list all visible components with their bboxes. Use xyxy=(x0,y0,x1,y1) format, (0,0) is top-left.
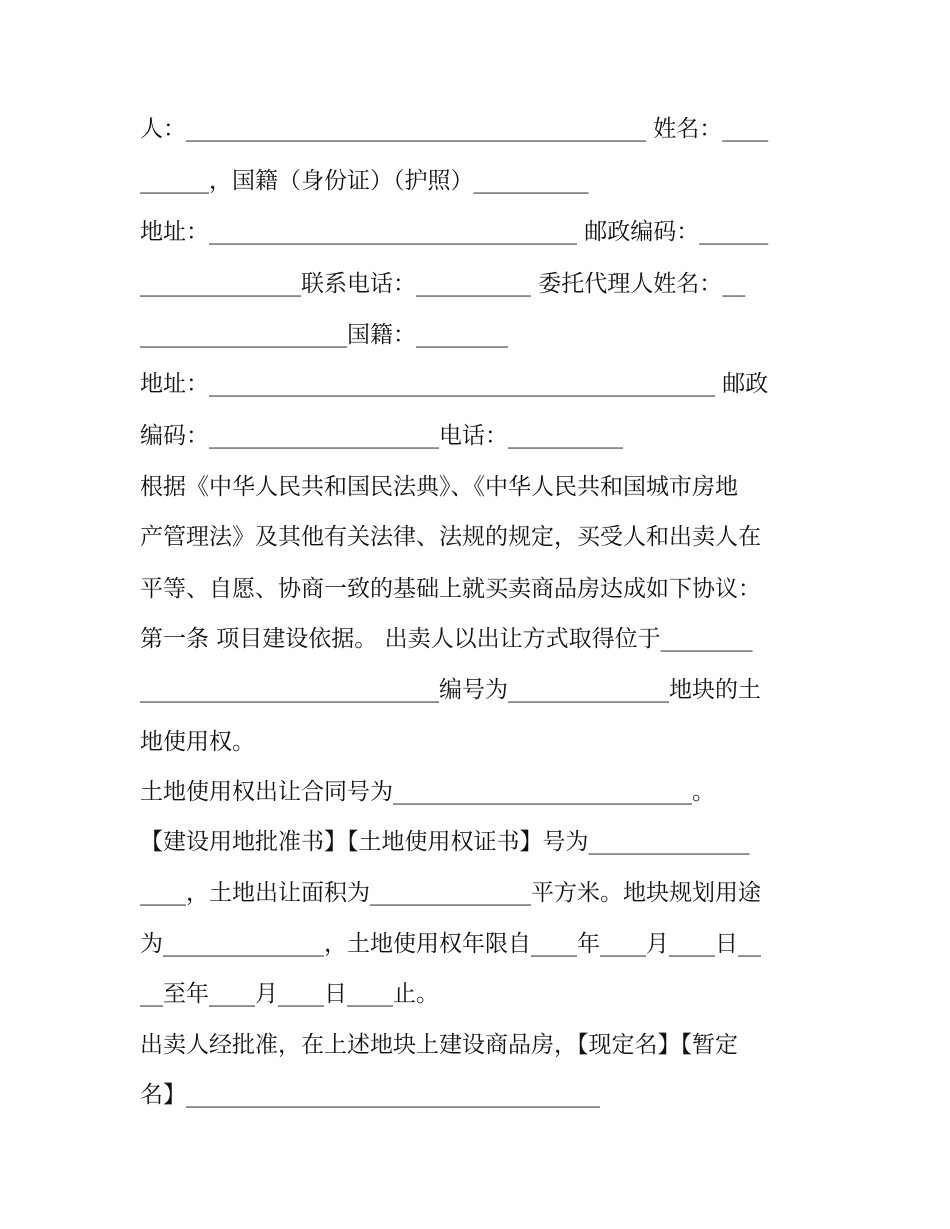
agent-postcode-phone-line: 编码：____________________电话：__________ xyxy=(140,423,623,449)
article-one-heading-line: 第一条 项目建设依据。 出卖人以出让方式取得位于________ xyxy=(140,626,753,652)
land-use-term-line: 为______________，土地使用权年限自____年____月____日__ xyxy=(140,931,761,957)
legal-basis-line-2: 产管理法》及其他有关法律、法规的规定，买受人和出卖人在 xyxy=(140,524,761,550)
land-use-right-line: 地使用权。 xyxy=(140,729,255,755)
nationality-id-line: ______，国籍（身份证）（护照）__________ xyxy=(140,168,589,194)
legal-basis-line-3: 平等、自愿、协商一致的基础上就买卖商品房达成如下协议： xyxy=(140,576,761,602)
buyer-name-line: 人：________________________________________ 姓名：____ xyxy=(140,116,769,142)
land-plot-number-line: __________________________编号为______________地块的土 xyxy=(140,677,761,703)
address-postcode-line: 地址：________________________________ 邮政编码：______ xyxy=(140,219,769,245)
agent-address-line: 地址：____________________________________________ 邮政 xyxy=(140,371,769,397)
land-use-term-end-line: __至年____月____日____止。 xyxy=(140,981,439,1007)
project-name-line-1: 出卖人经批准，在上述地块上建设商品房，【现定名】【暂定 xyxy=(140,1032,738,1058)
phone-agent-line: ______________联系电话：__________ 委托代理人姓名：__ xyxy=(140,271,746,297)
project-name-line-2: 名】____________________________________ xyxy=(140,1082,600,1108)
land-area-line: ____，土地出让面积为______________平方米。地块规划用途 xyxy=(140,880,761,906)
transfer-contract-number-line: 土地使用权出让合同号为__________________________。 xyxy=(140,779,715,805)
agent-nationality-line: __________________国籍：________ xyxy=(140,322,508,348)
legal-basis-line-1: 根据《中华人民共和国民法典》、《中华人民共和国城市房地 xyxy=(140,474,738,500)
certificate-number-line: 【建设用地批准书】【土地使用权证书】号为______________ xyxy=(140,829,750,855)
